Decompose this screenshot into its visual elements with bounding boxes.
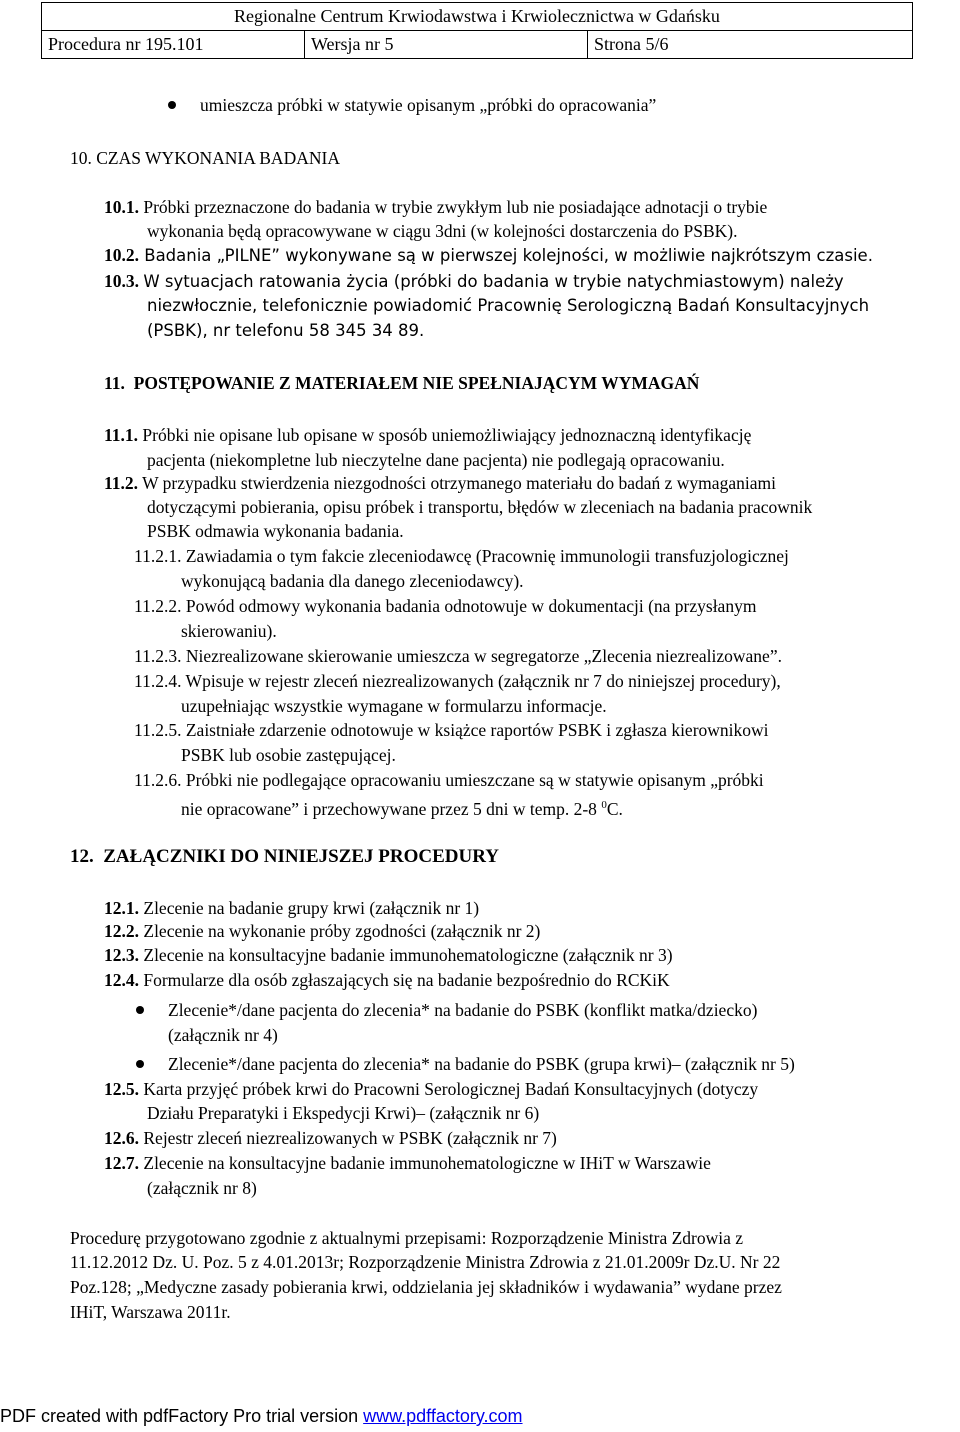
item-number: 12.1.: [104, 898, 139, 918]
bullet-icon: [136, 1006, 144, 1014]
section-number: 11.: [104, 373, 125, 393]
para-11-2-2-line2: skierowaniu).: [181, 621, 277, 641]
bullet-icon: [136, 1060, 144, 1068]
para-text: Badania „PILNE” wykonywane są w pierwszej kolejności, w możliwie najkrótszym czasie.: [144, 246, 873, 265]
header-title: Regionalne Centrum Krwiodawstwa i Krwiolecznictwa w Gdańsku: [42, 3, 913, 31]
closing-line-1: Procedurę przygotowano zgodnie z aktualnymi przepisami: Rozporządzenie Ministra Zdrowia z: [70, 1228, 744, 1248]
section-10-heading: 10. CZAS WYKONANIA BADANIA: [70, 148, 340, 168]
para-number: 11.1.: [104, 425, 139, 445]
list-item-12-5: [104, 1077, 758, 1101]
para-text: Próbki przeznaczone do badania w trybie zwykłym lub nie posiadające adnotacji o trybie: [143, 197, 768, 217]
para-11-2-5-line2: PSBK lub osobie zastępującej.: [181, 745, 396, 765]
footer-text: PDF created with pdfFactory Pro trial version: [0, 1406, 364, 1426]
para-11-2-6: [134, 768, 764, 792]
para-11-2-1: [134, 544, 789, 568]
list-item-12-7: [104, 1151, 711, 1175]
para-11-1-line2: pacjenta (niekompletne lub nieczytelne dane pacjenta) nie podlegają opracowaniu.: [147, 450, 725, 470]
para-10-3-line2: niezwłocznie, telefonicznie powiadomić Pracownię Serologiczną Badań Konsultacyjnych: [147, 296, 870, 315]
header-page: Strona 5/6: [588, 31, 913, 59]
item-number: 12.5.: [104, 1079, 139, 1099]
item-text: Zlecenie na wykonanie próby zgodności (załącznik nr 2): [143, 921, 541, 941]
para-text: Wpisuje w rejestr zleceń niezrealizowanych (załącznik nr 7 do niniejszej procedury),: [185, 671, 781, 691]
pdffactory-link[interactable]: www.pdffactory.com: [363, 1406, 523, 1426]
section-title: POSTĘPOWANIE Z MATERIAŁEM NIE SPEŁNIAJĄCYM WYMAGAŃ: [133, 373, 700, 393]
header-version: Wersja nr 5: [305, 31, 588, 59]
sub-bullet-1-line2: (załącznik nr 4): [168, 1025, 278, 1045]
para-11-2-line2: dotyczącymi pobierania, opisu próbek i transportu, błędów w zleceniach na badania pracownik: [147, 497, 813, 517]
section-title: ZAŁĄCZNIKI DO NINIEJSZEJ PROCEDURY: [103, 846, 500, 867]
para-number: 11.2.3.: [134, 646, 182, 666]
para-text: Niezrealizowane skierowanie umieszcza w segregatorze „Zlecenia niezrealizowane”.: [185, 646, 782, 666]
list-item-12-2: [104, 919, 540, 943]
para-11-2-3: [134, 644, 782, 668]
sub-bullet-1: Zlecenie*/dane pacjenta do zlecenia* na badanie do PSBK (konflikt matka/dziecko): [168, 1000, 758, 1020]
sub-bullet-2: Zlecenie*/dane pacjenta do zlecenia* na badanie do PSBK (grupa krwi)– (załącznik nr 5): [168, 1054, 795, 1074]
item-text: Zlecenie na konsultacyjne badanie immunohematologiczne (załącznik nr 3): [143, 945, 673, 965]
para-number: 11.2.2.: [134, 596, 182, 616]
item-text: Karta przyjęć próbek krwi do Pracowni Serologicznej Badań Konsultacyjnych (dotyczy: [143, 1079, 759, 1099]
para-text: Próbki nie podlegające opracowaniu umieszczane są w statywie opisanym „próbki: [185, 770, 764, 790]
para-10-3-line3: (PSBK), nr telefonu 58 345 34 89.: [147, 321, 425, 340]
section-11-heading: [104, 371, 699, 395]
para-11-2-4: [134, 669, 781, 693]
para-text: C.: [606, 798, 623, 819]
para-number: 11.2.4.: [134, 671, 182, 691]
para-11-2-5: [134, 718, 769, 742]
para-number: 11.2.5.: [134, 720, 182, 740]
para-text: Zaistniałe zdarzenie odnotowuje w książce raportów PSBK i zgłasza kierownikowi: [185, 720, 769, 740]
document-header: [41, 2, 913, 59]
para-text: Zawiadamia o tym fakcie zleceniodawcę (Pracownię immunologii transfuzjologicznej: [185, 546, 789, 566]
para-11-2-1-line2: wykonującą badania dla danego zleceniodawcy).: [181, 571, 524, 591]
intro-bullet-text: umieszcza próbki w statywie opisanym „próbki do opracowania”: [200, 95, 657, 115]
header-procedure: Procedura nr 195.101: [42, 31, 305, 59]
para-number: 10.3.: [104, 271, 139, 291]
pdf-footer: [0, 1406, 523, 1427]
para-11-2: [104, 471, 776, 495]
item-number: 12.7.: [104, 1153, 139, 1173]
item-number: 12.2.: [104, 921, 139, 941]
para-text: Próbki nie opisane lub opisane w sposób uniemożliwiający jednoznaczną identyfikację: [142, 425, 752, 445]
para-10-2: [104, 243, 873, 268]
para-text: W przypadku stwierdzenia niezgodności otrzymanego materiału do badań z wymaganiami: [142, 473, 776, 493]
closing-line-4: IHiT, Warszawa 2011r.: [70, 1302, 231, 1322]
section-number: 12.: [70, 846, 94, 867]
para-text: Powód odmowy wykonania badania odnotowuje w dokumentacji (na przysłanym: [185, 596, 757, 616]
para-11-2-line3: PSBK odmawia wykonania badania.: [147, 521, 404, 541]
para-11-2-2: [134, 594, 756, 618]
item-text: Zlecenie na konsultacyjne badanie immunohematologiczne w IHiT w Warszawie: [143, 1153, 711, 1173]
para-11-2-4-line2: uzupełniając wszystkie wymagane w formularzu informacje.: [181, 696, 607, 716]
list-item-12-4: [104, 968, 670, 992]
para-number: 11.2.: [104, 473, 139, 493]
closing-line-3: Poz.128; „Medyczne zasady pobierania krwi, oddzielania jej składników i wydawania” wydane przez: [70, 1277, 782, 1297]
list-item-12-3: [104, 943, 673, 967]
para-10-1-line2: wykonania będą opracowywane w ciągu 3dni (w kolejności dostarczenia do PSBK).: [147, 221, 738, 241]
list-item-12-7-line2: (załącznik nr 8): [147, 1178, 257, 1198]
list-item-12-1: [104, 896, 479, 920]
item-text: Rejestr zleceń niezrealizowanych w PSBK (załącznik nr 7): [143, 1128, 557, 1148]
item-number: 12.4.: [104, 970, 139, 990]
para-text: W sytuacjach ratowania życia (próbki do badania w trybie natychmiastowym) należy: [143, 272, 844, 291]
para-number: 11.2.6.: [134, 770, 182, 790]
para-number: 11.2.1.: [134, 546, 182, 566]
para-number: 10.2.: [104, 245, 139, 265]
item-number: 12.3.: [104, 945, 139, 965]
para-10-3: [104, 269, 844, 294]
degree-superscript: 0: [601, 799, 607, 811]
para-11-2-6-line2: [181, 793, 623, 821]
para-text: nie opracowane” i przechowywane przez 5 dni w temp. 2-8: [181, 798, 602, 819]
bullet-icon: [168, 101, 176, 109]
para-11-1: [104, 423, 751, 447]
closing-line-2: 11.12.2012 Dz. U. Poz. 5 z 4.01.2013r; Rozporządzenie Ministra Zdrowia z 21.01.2009r Dz.U. Nr 22: [70, 1252, 781, 1272]
list-item-12-6: [104, 1126, 557, 1150]
item-text: Formularze dla osób zgłaszających się na badanie bezpośrednio do RCKiK: [143, 970, 670, 990]
para-10-1: [104, 195, 767, 219]
para-number: 10.1.: [104, 197, 139, 217]
list-item-12-5-line2: Działu Preparatyki i Ekspedycji Krwi)– (załącznik nr 6): [147, 1103, 540, 1123]
item-text: Zlecenie na badanie grupy krwi (załącznik nr 1): [143, 898, 480, 918]
item-number: 12.6.: [104, 1128, 139, 1148]
section-12-heading: [70, 845, 499, 869]
